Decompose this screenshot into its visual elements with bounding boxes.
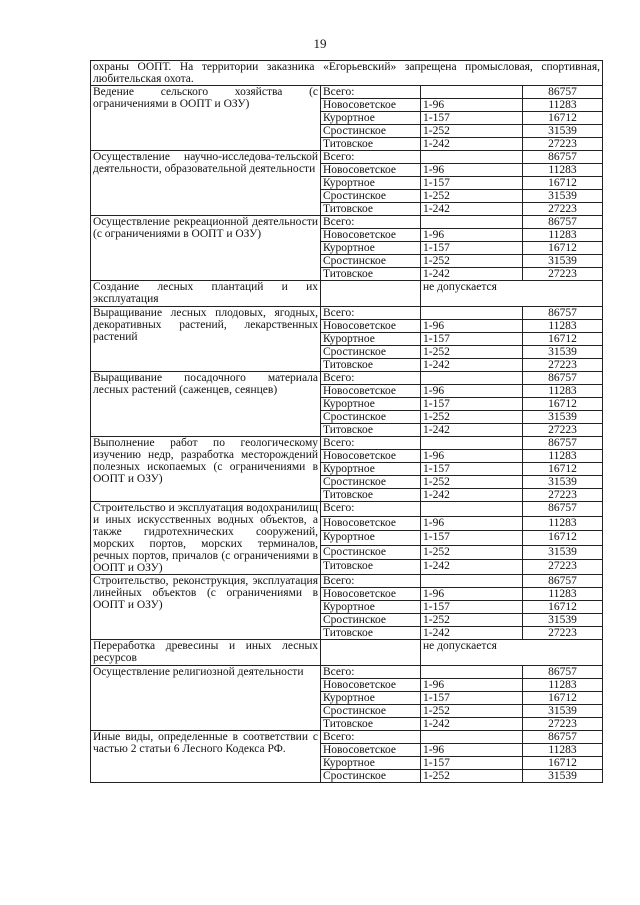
table-row <box>91 216 603 229</box>
quarters-cell: 1-96 <box>421 385 523 398</box>
table-row <box>91 731 603 744</box>
table-row <box>91 86 603 99</box>
forestry-cell: Всего: <box>321 666 421 679</box>
area-cell: 86757 <box>523 666 603 679</box>
area-cell: 11283 <box>523 450 603 463</box>
quarters-cell <box>421 437 523 450</box>
forestry-cell: Всего: <box>321 372 421 385</box>
activity-cell: Иные виды, определенные в соответствии с частью 2 статьи 6 Лесного Кодекса РФ. <box>91 731 321 783</box>
activity-cell: Ведение сельского хозяйства (с ограничениями в ООПТ и ОЗУ) <box>91 86 321 151</box>
area-cell: 31539 <box>523 190 603 203</box>
quarters-cell <box>421 307 523 320</box>
forestry-cell: Новосоветское <box>321 450 421 463</box>
restriction-note: не допускается <box>421 640 603 666</box>
forestry-cell: Новосоветское <box>321 516 421 531</box>
forestry-cell: Сростинское <box>321 476 421 489</box>
quarters-cell: 1-252 <box>421 705 523 718</box>
forestry-cell: Курортное <box>321 333 421 346</box>
forestry-cell: Сростинское <box>321 545 421 560</box>
quarters-cell <box>421 575 523 588</box>
table-row <box>91 307 603 320</box>
quarters-cell: 1-242 <box>421 489 523 502</box>
forestry-cell: Новосоветское <box>321 679 421 692</box>
area-cell: 16712 <box>523 601 603 614</box>
forestry-cell: Всего: <box>321 86 421 99</box>
intro-row <box>91 61 603 86</box>
activity-cell: Осуществление научно-исследова-тельской деятельности, образовательной деятельности <box>91 151 321 216</box>
quarters-cell: 1-157 <box>421 398 523 411</box>
area-cell: 16712 <box>523 112 603 125</box>
quarters-cell: 1-252 <box>421 346 523 359</box>
forestry-cell: Сростинское <box>321 705 421 718</box>
area-cell: 11283 <box>523 99 603 112</box>
forestry-cell: Курортное <box>321 398 421 411</box>
activity-cell: Осуществление религиозной деятельности <box>91 666 321 731</box>
area-cell: 86757 <box>523 437 603 450</box>
area-cell: 27223 <box>523 627 603 640</box>
area-cell: 16712 <box>523 242 603 255</box>
quarters-cell: 1-242 <box>421 203 523 216</box>
quarters-cell: 1-96 <box>421 588 523 601</box>
forestry-cell: Титовское <box>321 560 421 575</box>
area-cell: 86757 <box>523 307 603 320</box>
quarters-cell: 1-252 <box>421 614 523 627</box>
area-cell: 86757 <box>523 372 603 385</box>
quarters-cell <box>421 151 523 164</box>
forestry-cell: Всего: <box>321 216 421 229</box>
forestry-cell: Сростинское <box>321 190 421 203</box>
forestry-cell: Титовское <box>321 203 421 216</box>
activity-cell: Выращивание лесных плодовых, ягодных, декоративных растений, лекарственных растений <box>91 307 321 372</box>
activity-cell: Строительство, реконструкция, эксплуатация линейных объектов (с ограничениями в ООПТ и ОЗУ) <box>91 575 321 640</box>
quarters-cell <box>421 502 523 517</box>
land-use-table <box>90 60 603 783</box>
forestry-cell: Курортное <box>321 242 421 255</box>
forestry-cell: Новосоветское <box>321 588 421 601</box>
forestry-cell: Всего: <box>321 731 421 744</box>
area-cell: 86757 <box>523 502 603 517</box>
area-cell: 31539 <box>523 614 603 627</box>
quarters-cell: 1-157 <box>421 112 523 125</box>
forestry-cell: Сростинское <box>321 770 421 783</box>
quarters-cell: 1-252 <box>421 190 523 203</box>
forestry-cell: Всего: <box>321 307 421 320</box>
forestry-cell: Новосоветское <box>321 744 421 757</box>
table-row <box>91 640 603 666</box>
activity-cell: Выполнение работ по геологическому изучению недр, разработка месторождений полезных ископаемых (с ограничениями в ООПТ и ОЗУ) <box>91 437 321 502</box>
quarters-cell: 1-96 <box>421 164 523 177</box>
quarters-cell: 1-252 <box>421 770 523 783</box>
forestry-cell: Новосоветское <box>321 385 421 398</box>
forestry-cell: Новосоветское <box>321 320 421 333</box>
forestry-cell: Сростинское <box>321 255 421 268</box>
quarters-cell: 1-157 <box>421 463 523 476</box>
quarters-cell <box>421 86 523 99</box>
area-cell: 27223 <box>523 203 603 216</box>
forestry-cell: Всего: <box>321 151 421 164</box>
quarters-cell: 1-242 <box>421 424 523 437</box>
quarters-cell: 1-242 <box>421 138 523 151</box>
quarters-cell: 1-242 <box>421 268 523 281</box>
area-cell: 27223 <box>523 489 603 502</box>
activity-cell: Строительство и эксплуатация водохранилищ и иных искусственных водных объектов, а также гидротехнических сооружений, морских портов, морских терминалов, речных портов, причалов (с ограничениями в ООПТ и ОЗУ) <box>91 502 321 575</box>
area-cell: 16712 <box>523 692 603 705</box>
activity-cell: Создание лесных плантаций и их эксплуатация <box>91 281 321 307</box>
forestry-cell: Титовское <box>321 718 421 731</box>
table-row <box>91 575 603 588</box>
table-row <box>91 666 603 679</box>
area-cell: 16712 <box>523 463 603 476</box>
quarters-cell: 1-242 <box>421 627 523 640</box>
forestry-cell: Сростинское <box>321 614 421 627</box>
quarters-cell: 1-157 <box>421 692 523 705</box>
quarters-cell: 1-252 <box>421 545 523 560</box>
area-cell: 27223 <box>523 718 603 731</box>
forestry-cell: Курортное <box>321 757 421 770</box>
quarters-cell: 1-157 <box>421 531 523 546</box>
area-cell: 31539 <box>523 346 603 359</box>
area-cell: 27223 <box>523 424 603 437</box>
table-row <box>91 502 603 517</box>
forestry-cell: Титовское <box>321 627 421 640</box>
forestry-cell: Всего: <box>321 575 421 588</box>
area-cell: 31539 <box>523 255 603 268</box>
area-cell: 11283 <box>523 229 603 242</box>
area-cell: 11283 <box>523 320 603 333</box>
quarters-cell: 1-252 <box>421 476 523 489</box>
area-cell: 16712 <box>523 757 603 770</box>
activity-cell: Выращивание посадочного материала лесных растений (саженцев, сеянцев) <box>91 372 321 437</box>
area-cell: 16712 <box>523 177 603 190</box>
area-cell: 11283 <box>523 679 603 692</box>
forestry-cell: Титовское <box>321 359 421 372</box>
forestry-cell: Сростинское <box>321 125 421 138</box>
area-cell: 27223 <box>523 359 603 372</box>
forestry-cell: Новосоветское <box>321 229 421 242</box>
quarters-cell: 1-96 <box>421 99 523 112</box>
quarters-cell: 1-252 <box>421 411 523 424</box>
quarters-cell: 1-96 <box>421 679 523 692</box>
quarters-cell: 1-96 <box>421 450 523 463</box>
area-cell: 31539 <box>523 476 603 489</box>
quarters-cell: 1-96 <box>421 320 523 333</box>
table-row <box>91 372 603 385</box>
quarters-cell: 1-96 <box>421 229 523 242</box>
forestry-cell: Курортное <box>321 601 421 614</box>
quarters-cell <box>421 216 523 229</box>
activity-cell: Осуществление рекреационной деятельности (с ограничениями в ООПТ и ОЗУ) <box>91 216 321 281</box>
page-number: 19 <box>313 36 327 51</box>
area-cell: 31539 <box>523 125 603 138</box>
forestry-cell: Новосоветское <box>321 99 421 112</box>
area-cell: 86757 <box>523 731 603 744</box>
forestry-cell: Сростинское <box>321 346 421 359</box>
forestry-cell: Сростинское <box>321 411 421 424</box>
area-cell: 11283 <box>523 164 603 177</box>
quarters-cell: 1-252 <box>421 125 523 138</box>
area-cell: 86757 <box>523 86 603 99</box>
forestry-cell: Курортное <box>321 692 421 705</box>
table-row <box>91 151 603 164</box>
forestry-cell: Новосоветское <box>321 164 421 177</box>
area-cell: 31539 <box>523 545 603 560</box>
forestry-cell: Титовское <box>321 138 421 151</box>
area-cell: 11283 <box>523 744 603 757</box>
quarters-cell: 1-242 <box>421 359 523 372</box>
area-cell: 27223 <box>523 138 603 151</box>
forestry-cell: Всего: <box>321 437 421 450</box>
restriction-note: не допускается <box>421 281 603 307</box>
forestry-cell: Титовское <box>321 268 421 281</box>
land-use-table-body <box>91 61 603 783</box>
quarters-cell: 1-157 <box>421 177 523 190</box>
empty-cell <box>321 640 421 666</box>
forestry-cell: Курортное <box>321 531 421 546</box>
quarters-cell <box>421 731 523 744</box>
forestry-cell: Курортное <box>321 177 421 190</box>
forestry-cell: Титовское <box>321 489 421 502</box>
quarters-cell: 1-157 <box>421 757 523 770</box>
area-cell: 86757 <box>523 575 603 588</box>
quarters-cell <box>421 372 523 385</box>
area-cell: 11283 <box>523 516 603 531</box>
forestry-cell: Всего: <box>321 502 421 517</box>
area-cell: 31539 <box>523 705 603 718</box>
quarters-cell: 1-157 <box>421 242 523 255</box>
area-cell: 27223 <box>523 560 603 575</box>
area-cell: 27223 <box>523 268 603 281</box>
quarters-cell: 1-242 <box>421 560 523 575</box>
quarters-cell: 1-157 <box>421 333 523 346</box>
quarters-cell: 1-96 <box>421 744 523 757</box>
area-cell: 86757 <box>523 216 603 229</box>
area-cell: 11283 <box>523 588 603 601</box>
forestry-cell: Курортное <box>321 112 421 125</box>
area-cell: 11283 <box>523 385 603 398</box>
quarters-cell: 1-96 <box>421 516 523 531</box>
area-cell: 16712 <box>523 398 603 411</box>
empty-cell <box>321 281 421 307</box>
forestry-cell: Курортное <box>321 463 421 476</box>
area-cell: 16712 <box>523 333 603 346</box>
quarters-cell: 1-252 <box>421 255 523 268</box>
quarters-cell: 1-157 <box>421 601 523 614</box>
table-row <box>91 281 603 307</box>
area-cell: 31539 <box>523 770 603 783</box>
quarters-cell: 1-242 <box>421 718 523 731</box>
area-cell: 86757 <box>523 151 603 164</box>
forestry-cell: Титовское <box>321 424 421 437</box>
quarters-cell <box>421 666 523 679</box>
area-cell: 31539 <box>523 411 603 424</box>
area-cell: 16712 <box>523 531 603 546</box>
intro-text: охраны ООПТ. На территории заказника «Егорьевский» запрещена промысловая, спортивная, любительская охота. <box>91 61 603 86</box>
activity-cell: Переработка древесины и иных лесных ресурсов <box>91 640 321 666</box>
table-row <box>91 437 603 450</box>
